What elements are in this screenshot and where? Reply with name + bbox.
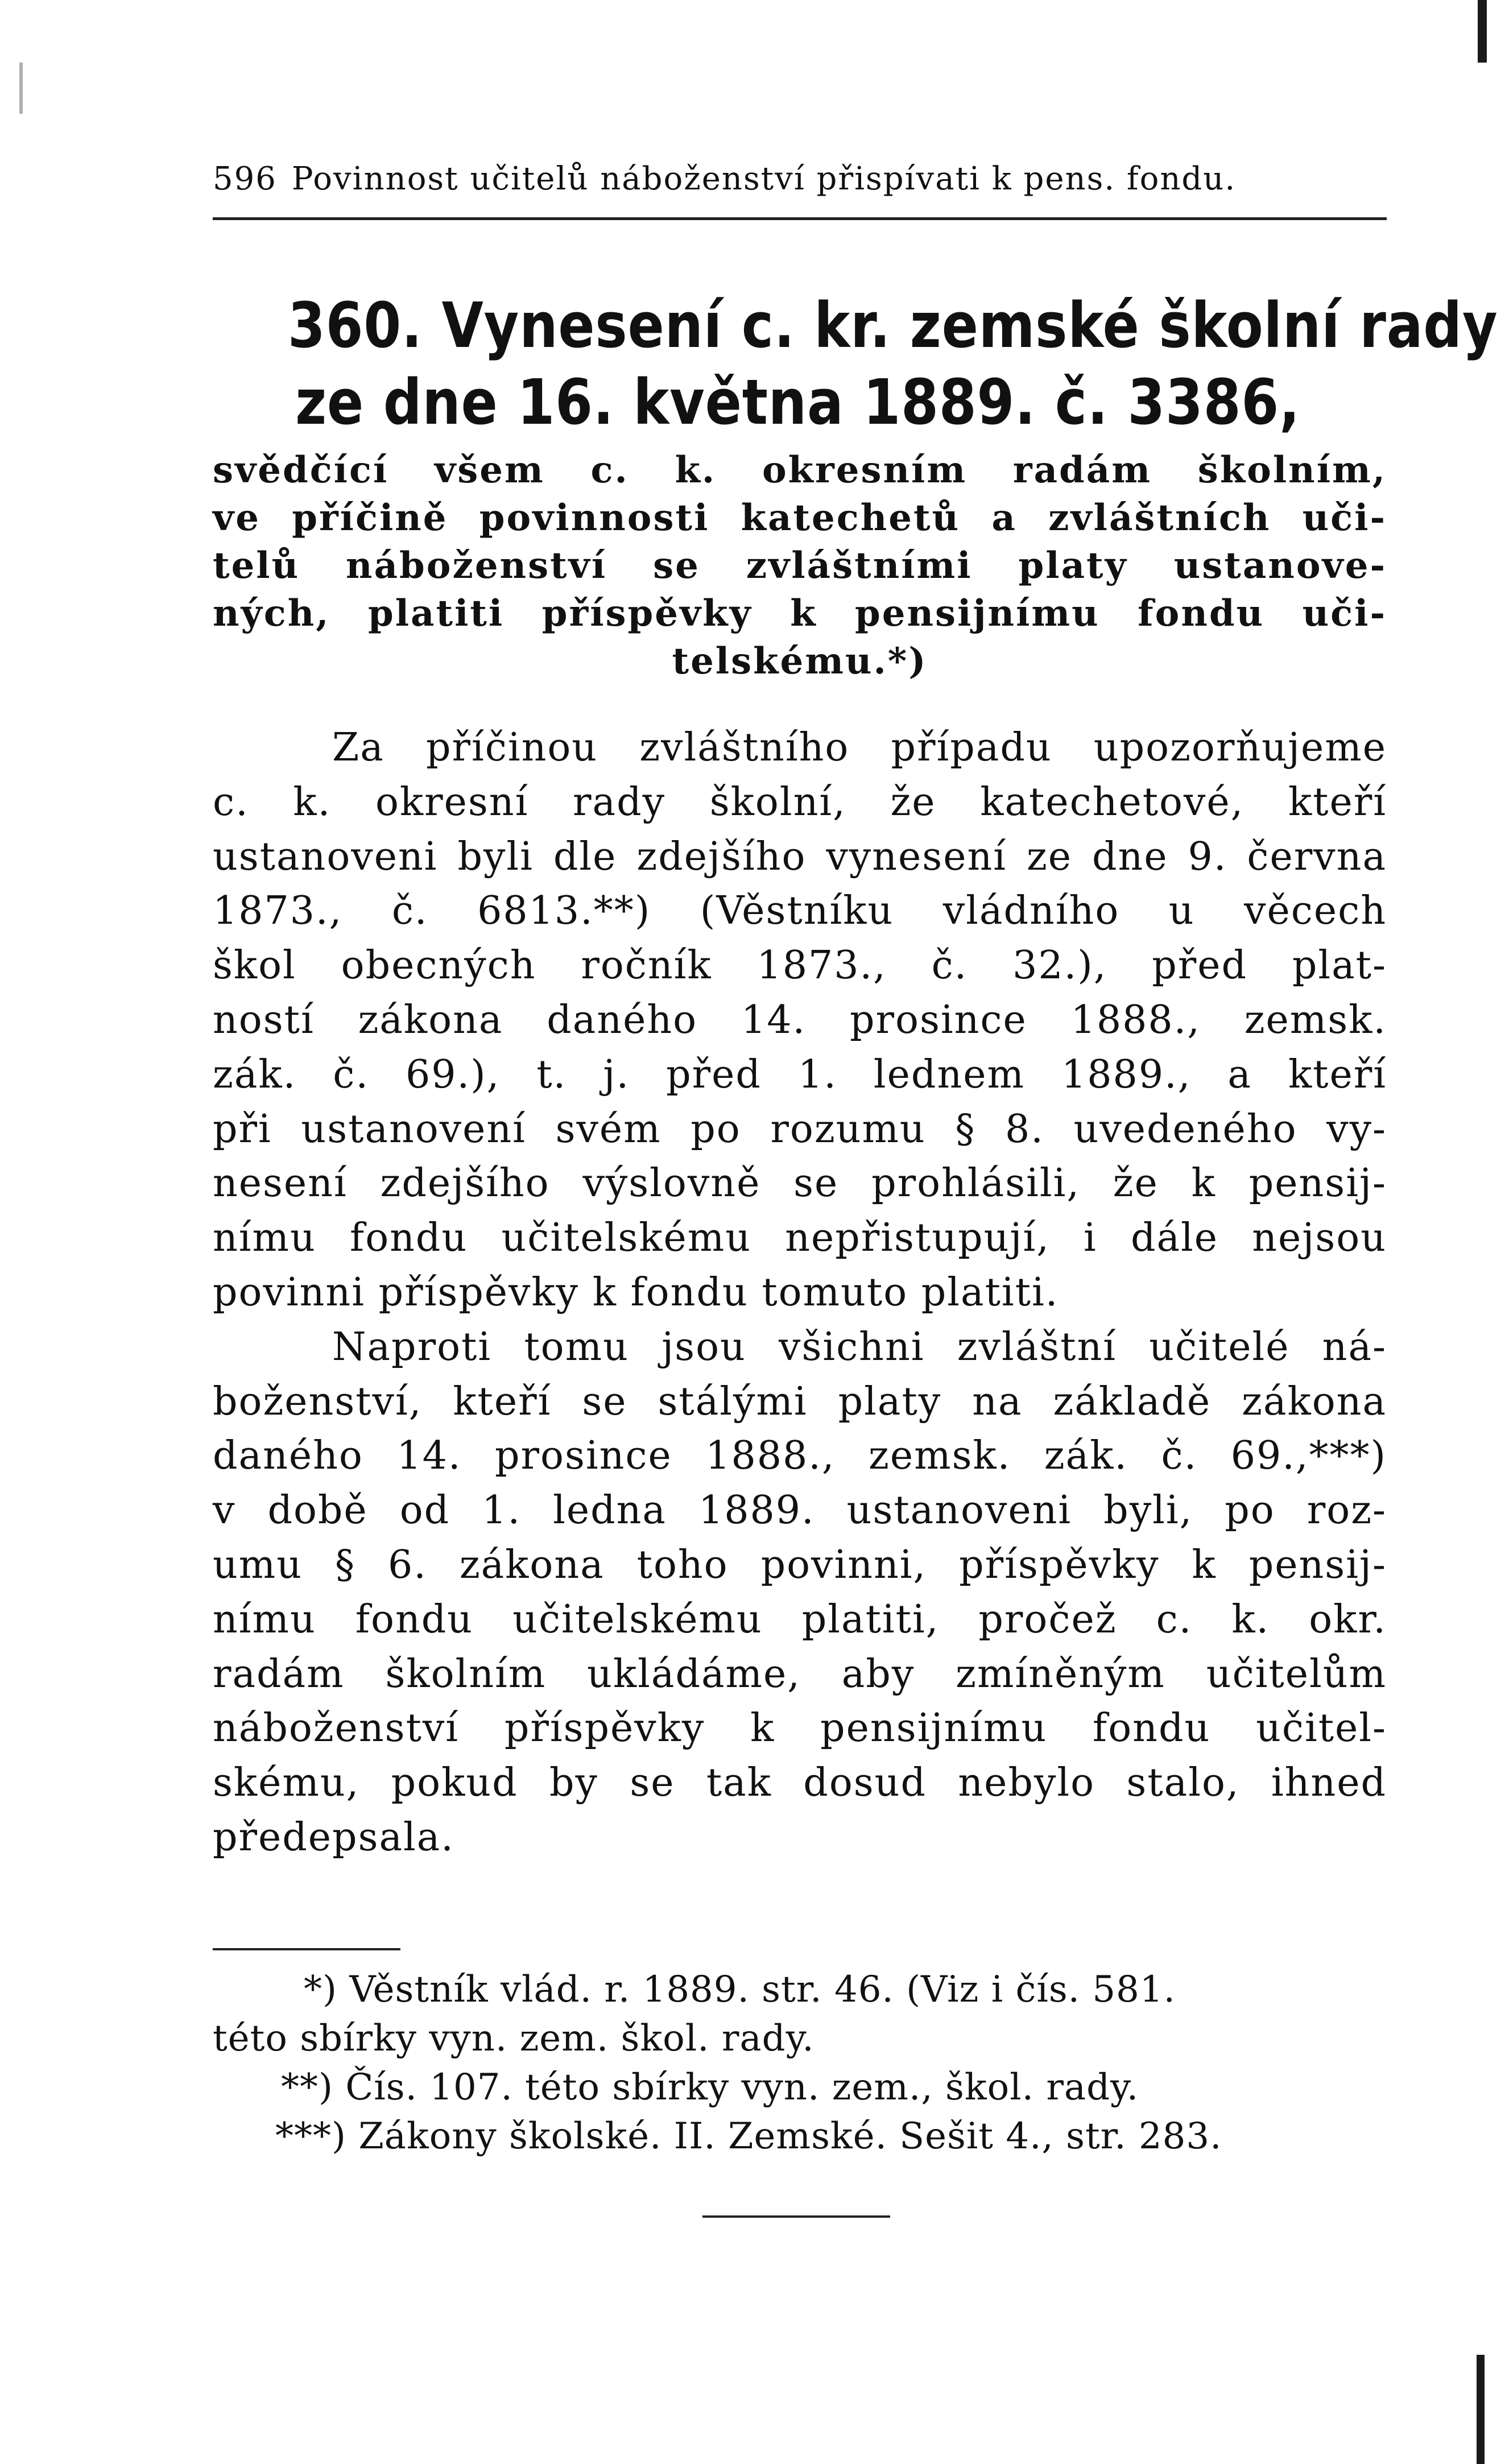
decree-title-line-1: 360. Vynesení c. kr. zemské školní rady [287, 289, 1498, 362]
body-line: předepsala. [213, 1814, 454, 1860]
subject-line: ných, platiti příspěvky k pensijnímu fondu uči- [213, 592, 1387, 635]
footnote-rule [213, 1948, 400, 1950]
body-line: zák. č. 69.), t. j. před 1. lednem 1889., a kteří [213, 1052, 1387, 1097]
footnote-line: ***) Zákony školské. II. Zemské. Sešit 4., str. 283. [275, 2115, 1222, 2157]
running-head-title: Povinnost učitelů náboženství přispívati k pens. fondu. [291, 160, 1237, 197]
scan-edge-mark-left [19, 63, 23, 114]
body-line: umu § 6. zákona toho povinni, příspěvky k pensij- [213, 1542, 1387, 1587]
body-line: daného 14. prosince 1888., zemsk. zák. č. 69.,***) [213, 1433, 1387, 1479]
footnote-line: *) Věstník vlád. r. 1889. str. 46. (Viz i čís. 581. [304, 1969, 1176, 2011]
body-line: c. k. okresní rady školní, že katechetové, kteří [213, 779, 1387, 825]
body-line: Naproti tomu jsou všichni zvláštní učitelé ná- [332, 1324, 1387, 1370]
decree-subject [213, 447, 1387, 685]
body-line: skému, pokud by se tak dosud nebylo stalo, ihned [213, 1760, 1387, 1806]
scan-edge-mark-right [1478, 0, 1487, 63]
scan-edge-mark-right-bottom [1477, 2355, 1485, 2464]
closing-rule [702, 2215, 890, 2218]
page-number: 596 [213, 160, 277, 197]
header-rule [213, 217, 1387, 220]
body-line: radám školním ukládáme, aby zmíněným učitelům [213, 1651, 1387, 1697]
subject-line: ve příčině povinnosti katechetů a zvláštních uči- [213, 497, 1387, 539]
subject-line: telskému.*) [672, 640, 928, 683]
footnotes [213, 1965, 1387, 2161]
body-line: boženství, kteří se stálými platy na základě zákona [213, 1379, 1387, 1424]
body-line: Za příčinou zvláštního případu upozorňujeme [332, 725, 1387, 770]
body-line: ností zákona daného 14. prosince 1888., zemsk. [213, 997, 1387, 1043]
footnote-line: této sbírky vyn. zem. škol. rady. [213, 2017, 815, 2060]
body-line: nímu fondu učitelskému platiti, pročež c. k. okr. [213, 1597, 1387, 1642]
body-line: náboženství příspěvky k pensijnímu fondu učitel- [213, 1706, 1387, 1751]
body-line: škol obecných ročník 1873., č. 32.), před plat- [213, 943, 1387, 989]
body-line: v době od 1. ledna 1889. ustanoveni byli, po roz- [213, 1488, 1387, 1533]
subject-line: telů náboženství se zvláštními platy ustanove- [213, 544, 1387, 587]
body-line: při ustanovení svém po rozumu § 8. uvedeného vy- [213, 1106, 1387, 1152]
running-head [213, 160, 1387, 197]
subject-line: svědčící všem c. k. okresním radám školním, [213, 449, 1387, 491]
footnote-line: **) Čís. 107. této sbírky vyn. zem., škol. rady. [281, 2066, 1139, 2109]
body-line: nesení zdejšího výslovně se prohlásili, že k pensij- [213, 1161, 1387, 1206]
body-line: 1873., č. 6813.**) (Věstníku vládního u věcech [213, 888, 1387, 934]
body-line: nímu fondu učitelskému nepřistupují, i dále nejsou [213, 1216, 1387, 1261]
body-line: ustanoveni byli dle zdejšího vynesení ze dne 9. června [213, 834, 1387, 879]
decree-title-line-2: ze dne 16. května 1889. č. 3386, [295, 366, 1300, 439]
decree-title [287, 287, 1498, 441]
decree-body [213, 721, 1387, 1865]
body-line: povinni příspěvky k fondu tomuto platiti. [213, 1270, 1059, 1315]
